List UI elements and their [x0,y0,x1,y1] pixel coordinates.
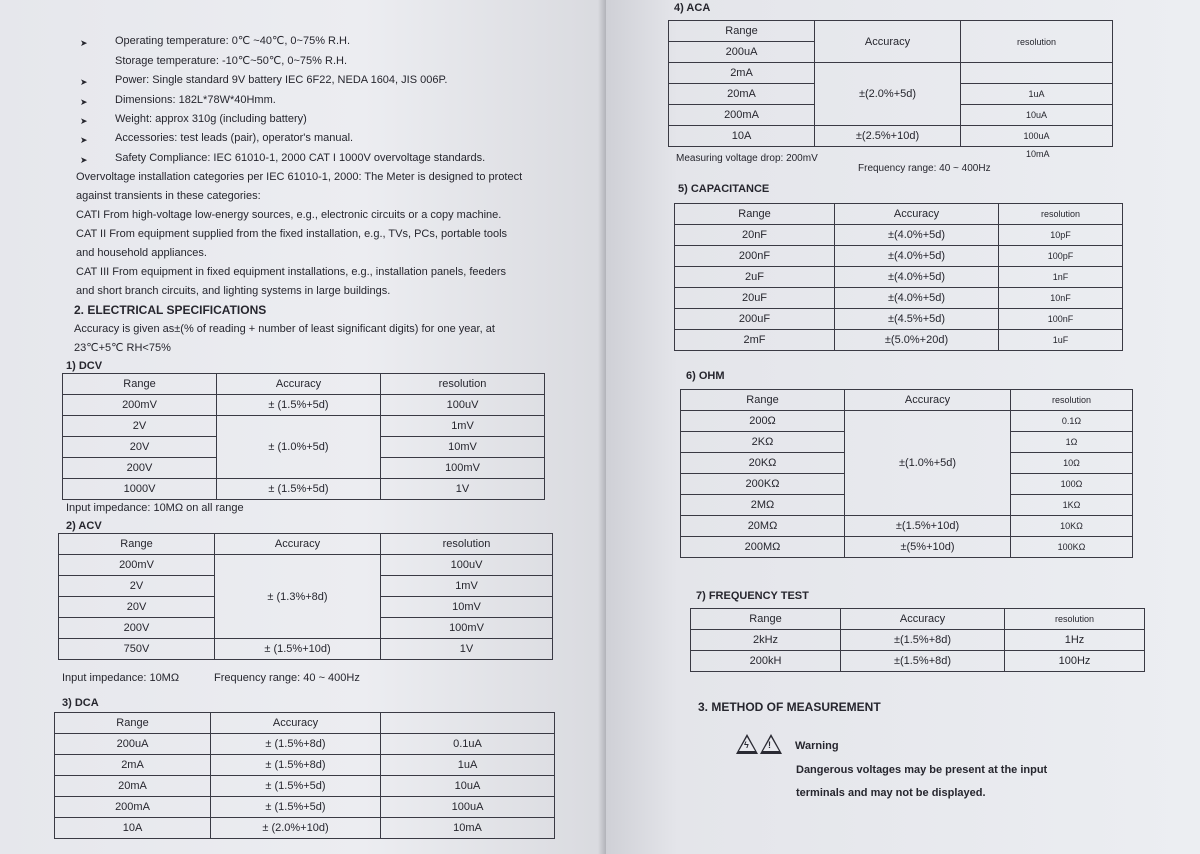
accuracy-cell: ± (1.5%+5d) [217,479,381,500]
accuracy-cell: ± (1.5%+5d) [211,776,381,797]
bullet-icon: ➤ [80,97,88,107]
overvoltage-line: against transients in these categories: [76,190,261,202]
header-resolution: resolution [381,534,553,555]
header-accuracy: Accuracy [211,713,381,734]
header-resolution: resolution [1005,609,1145,630]
range-cell: 20mA [669,84,815,105]
resolution-cell: 100uA [961,126,1113,147]
accuracy-cell: ±(5.0%+20d) [835,330,999,351]
range-cell: 2MΩ [681,495,845,516]
resolution-cell: 100mV [381,458,545,479]
range-cell: 200uA [55,734,211,755]
dca-title: 3) DCA [62,697,99,709]
accuracy-cell: ±(4.0%+5d) [835,288,999,309]
header-accuracy: Accuracy [841,609,1005,630]
range-cell: 200mV [63,395,217,416]
frequency-title: 7) FREQUENCY TEST [696,590,809,602]
resolution-cell: 10KΩ [1011,516,1133,537]
range-cell: 20V [59,597,215,618]
range-cell: 200V [59,618,215,639]
right-page [606,0,1200,854]
accuracy-cell: ±(1.5%+8d) [841,630,1005,651]
resolution-cell: 1mV [381,416,545,437]
resolution-cell: 1uF [999,330,1123,351]
resolution-cell: 10nF [999,288,1123,309]
accuracy-cell: ± (1.5%+10d) [215,639,381,660]
frequency-table [690,608,1145,672]
bullet-icon: ➤ [80,38,88,48]
accuracy-cell: ±(4.0%+5d) [835,225,999,246]
range-cell: 20uF [675,288,835,309]
high-voltage-icon: ϟ [736,734,758,754]
accuracy-cell: ±(2.5%+10d) [815,126,961,147]
resolution-cell: 10mV [381,597,553,618]
bullet-icon: ➤ [80,77,88,87]
aca-resolution-last: 10mA [1026,149,1050,159]
header-accuracy: Accuracy [217,374,381,395]
range-cell: 200mV [59,555,215,576]
bullet-icon: ➤ [80,135,88,145]
resolution-cell: 1Hz [1005,630,1145,651]
resolution-cell: 1uA [381,755,555,776]
range-cell: 20KΩ [681,453,845,474]
resolution-cell: 10Ω [1011,453,1133,474]
accuracy-cell: ± (2.0%+10d) [211,818,381,839]
acv-table [58,533,553,660]
overvoltage-line: CAT II From equipment supplied from the fixed installation, e.g., TVs, PCs, portable tools [76,228,508,240]
resolution-cell: 1nF [999,267,1123,288]
header-accuracy: Accuracy [845,390,1011,411]
warning-text-line: terminals and may not be displayed. [796,787,986,799]
overvoltage-line: and household appliances. [76,247,207,259]
resolution-cell: 1Ω [1011,432,1133,453]
spec-weight: Weight: approx 310g (including battery) [115,113,307,125]
accuracy-cell: ± (1.5%+5d) [217,395,381,416]
accuracy-cell: ±(1.0%+5d) [845,411,1011,516]
header-range: Range [691,609,841,630]
resolution-cell: 10uA [381,776,555,797]
header-resolution [381,713,555,734]
warning-icons [736,734,782,754]
header-resolution: resolution [999,204,1123,225]
header-resolution: resolution [1011,390,1133,411]
dcv-table [62,373,545,500]
header-accuracy: Accuracy [835,204,999,225]
range-cell: 20V [63,437,217,458]
resolution-cell: 0.1Ω [1011,411,1133,432]
test-condition: 23℃+5℃ RH<75% [74,342,171,354]
ohm-title: 6) OHM [686,370,725,382]
resolution-cell: 10pF [999,225,1123,246]
resolution-cell: 100Hz [1005,651,1145,672]
ohm-table [680,389,1133,558]
resolution-cell: 100KΩ [1011,537,1133,558]
accuracy-cell: ±(4.5%+5d) [835,309,999,330]
aca-title: 4) ACA [674,2,711,14]
header-range: Range [63,374,217,395]
overvoltage-line: CATI From high-voltage low-energy sources, e.g., electronic circuits or a copy machine. [76,209,502,221]
resolution-cell: 10mA [381,818,555,839]
overvoltage-line: and short branch circuits, and lighting systems in large buildings. [76,285,391,297]
range-cell: 750V [59,639,215,660]
range-cell: 20nF [675,225,835,246]
header-range: Range [55,713,211,734]
spec-storage-temp: Storage temperature: -10℃~50℃, 0~75% R.H. [115,55,347,67]
warning-text-line: Dangerous voltages may be present at the input [796,764,1048,776]
resolution-cell: 100uV [381,395,545,416]
dca-table [54,712,555,839]
resolution-cell: 1V [381,639,553,660]
aca-frequency-range: Frequency range: 40 ~ 400Hz [858,163,991,174]
range-cell: 2V [63,416,217,437]
bullet-icon: ➤ [80,155,88,165]
overvoltage-line: CAT III From equipment in fixed equipment installations, e.g., installation panels, feeders [76,266,507,278]
resolution-cell: 100Ω [1011,474,1133,495]
range-cell: 200uF [675,309,835,330]
range-cell: 2mF [675,330,835,351]
range-cell: 200Ω [681,411,845,432]
accuracy-cell: ±(4.0%+5d) [835,267,999,288]
range-cell: 1000V [63,479,217,500]
header-resolution: resolution [961,21,1113,63]
bullet-icon: ➤ [80,116,88,126]
resolution-cell: 1KΩ [1011,495,1133,516]
range-cell: 2kHz [691,630,841,651]
accuracy-cell: ±(5%+10d) [845,537,1011,558]
resolution-cell: 100pF [999,246,1123,267]
range-cell: 2uF [675,267,835,288]
accuracy-cell: ± (1.5%+8d) [211,755,381,776]
accuracy-cell: ±(2.0%+5d) [815,63,961,126]
accuracy-cell: ± (1.0%+5d) [217,416,381,479]
accuracy-cell: ±(1.5%+10d) [845,516,1011,537]
range-cell: 200mA [55,797,211,818]
spec-operating-temp: Operating temperature: 0℃ ~40℃, 0~75% R.H. [115,35,351,47]
range-cell: 2V [59,576,215,597]
range-cell: 2mA [669,63,815,84]
acv-title: 2) ACV [66,520,102,532]
range-cell: 200V [63,458,217,479]
resolution-cell: 1V [381,479,545,500]
section-2-title: 2. ELECTRICAL SPECIFICATIONS [74,303,267,317]
acv-input-impedance: Input impedance: 10MΩ [62,672,180,684]
range-cell: 200uA [669,42,815,63]
caution-icon: ! [760,734,782,754]
resolution-cell: 1uA [961,84,1113,105]
accuracy-cell: ±(4.0%+5d) [835,246,999,267]
range-cell: 2mA [55,755,211,776]
aca-table [668,20,1113,147]
section-3-title: 3. METHOD OF MEASUREMENT [698,700,881,714]
range-cell: 10A [669,126,815,147]
header-accuracy: Accuracy [815,21,961,63]
resolution-cell: 100uA [381,797,555,818]
aca-voltage-drop: Measuring voltage drop: 200mV [676,153,818,164]
spec-accessories: Accessories: test leads (pair), operator's manual. [115,132,354,144]
header-accuracy: Accuracy [215,534,381,555]
capacitance-title: 5) CAPACITANCE [678,183,770,195]
resolution-cell: 100uV [381,555,553,576]
accuracy-cell: ± (1.3%+8d) [215,555,381,639]
warning-label: Warning [795,740,839,752]
accuracy-definition: Accuracy is given as±(% of reading + number of least significant digits) for one year, at [74,323,495,335]
accuracy-cell: ± (1.5%+8d) [211,734,381,755]
range-cell: 200kH [691,651,841,672]
header-range: Range [681,390,845,411]
range-cell: 200mA [669,105,815,126]
capacitance-table [674,203,1123,351]
range-cell: 2KΩ [681,432,845,453]
resolution-cell: 1mV [381,576,553,597]
resolution-cell: 100nF [999,309,1123,330]
dcv-title: 1) DCV [66,360,103,372]
accuracy-cell: ± (1.5%+5d) [211,797,381,818]
range-cell: 200nF [675,246,835,267]
resolution-cell: 100mV [381,618,553,639]
range-cell: 10A [55,818,211,839]
range-cell: 200MΩ [681,537,845,558]
resolution-cell: 0.1uA [381,734,555,755]
range-cell: 200KΩ [681,474,845,495]
header-resolution: resolution [381,374,545,395]
spec-safety: Safety Compliance: IEC 61010-1, 2000 CAT I 1000V overvoltage standards. [115,152,486,164]
range-cell: 20mA [55,776,211,797]
spec-power: Power: Single standard 9V battery IEC 6F22, NEDA 1604, JIS 006P. [115,74,448,86]
dcv-input-impedance: Input impedance: 10MΩ on all range [66,502,244,514]
acv-frequency-range: Frequency range: 40 ~ 400Hz [214,672,360,684]
header-range: Range [675,204,835,225]
header-range: Range [59,534,215,555]
range-cell: 20MΩ [681,516,845,537]
resolution-cell: 10uA [961,105,1113,126]
overvoltage-line: Overvoltage installation categories per IEC 61010-1, 2000: The Meter is designed to protect [76,171,523,183]
accuracy-cell: ±(1.5%+8d) [841,651,1005,672]
spec-dimensions: Dimensions: 182L*78W*40Hmm. [115,94,276,106]
header-range: Range [669,21,815,42]
resolution-cell: 10mV [381,437,545,458]
